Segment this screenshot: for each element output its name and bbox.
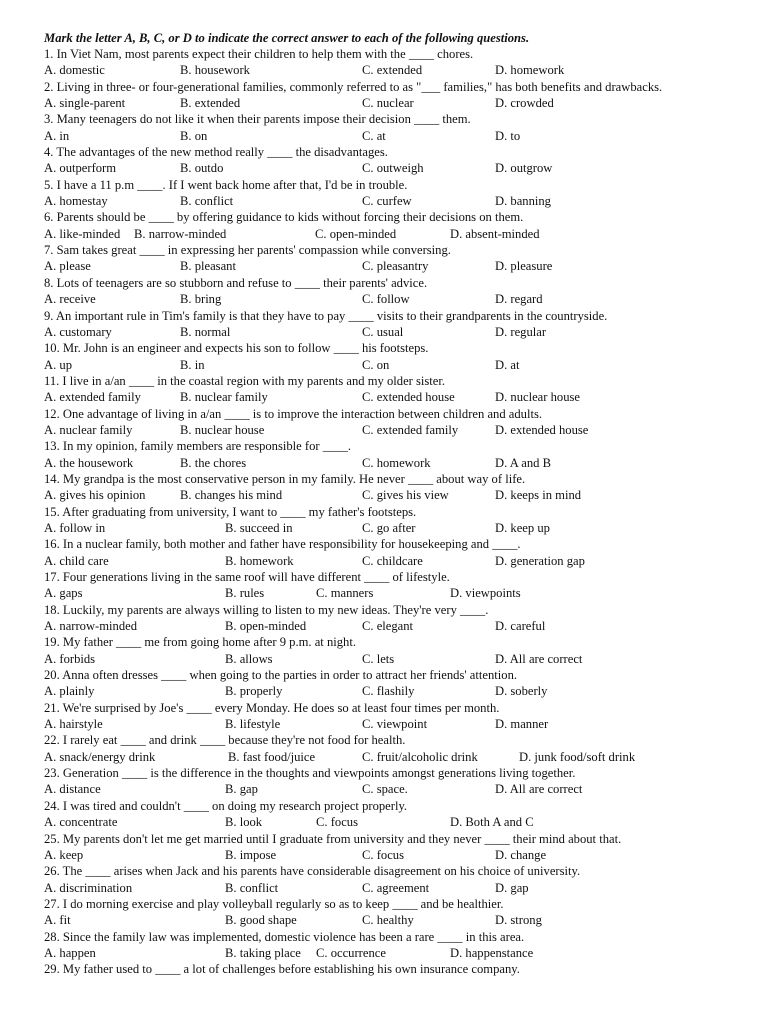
answer-options [44, 62, 734, 78]
option-c[interactable]: C. extended house [362, 390, 455, 405]
option-a[interactable]: A. receive [44, 292, 96, 307]
question-item [44, 831, 734, 864]
question-item [44, 569, 734, 602]
option-b[interactable]: B. extended [180, 96, 241, 111]
answer-options [44, 945, 734, 961]
option-a[interactable]: A. narrow-minded [44, 619, 138, 634]
answer-options [44, 749, 734, 765]
answer-options [44, 455, 734, 471]
option-a[interactable]: A. discrimination [44, 880, 133, 895]
option-d[interactable]: D. soberly [495, 684, 548, 699]
option-a[interactable]: A. keep [44, 847, 84, 862]
answer-options [44, 291, 734, 307]
option-b[interactable]: B. fast food/juice [228, 749, 316, 764]
option-b[interactable]: B. normal [180, 324, 231, 339]
option-c[interactable]: C. at [362, 128, 386, 143]
answer-options [44, 357, 734, 373]
option-a[interactable]: A. up [44, 357, 72, 372]
question-stem: 20. Anna often dresses ____ when going to the parties in order to attract her friends' attention. [44, 668, 518, 683]
option-d[interactable]: D. viewpoints [450, 586, 521, 601]
option-b[interactable]: B. rules [225, 586, 265, 601]
question-item [44, 79, 734, 112]
question-stem: 7. Sam takes great ____ in expressing her parents' compassion while conversing. [44, 243, 451, 258]
option-c[interactable]: C. space. [362, 782, 408, 797]
question-item [44, 602, 734, 635]
answer-options [44, 160, 734, 176]
question-stem: 11. I live in a/an ____ in the coastal region with my parents and my older sister. [44, 373, 446, 388]
option-c[interactable]: C. manners [316, 586, 374, 601]
option-b[interactable]: B. narrow-minded [134, 226, 227, 241]
option-b[interactable]: B. nuclear house [180, 422, 265, 437]
question-item [44, 798, 734, 831]
option-a[interactable]: A. outperform [44, 161, 117, 176]
option-a[interactable]: A. in [44, 128, 70, 143]
question-stem: 13. In my opinion, family members are responsible for ____. [44, 439, 352, 454]
question-item [44, 46, 734, 79]
option-b[interactable]: B. the chores [180, 455, 247, 470]
question-stem: 15. After graduating from university, I want to ____ my father's footsteps. [44, 504, 417, 519]
question-stem: 8. Lots of teenagers are so stubborn and refuse to ____ their parents' advice. [44, 275, 428, 290]
option-d[interactable]: D. banning [495, 194, 551, 209]
option-a[interactable]: A. happen [44, 945, 96, 960]
answer-options [44, 585, 734, 601]
question-item [44, 732, 734, 765]
option-b[interactable]: B. pleasant [180, 259, 236, 274]
question-item [44, 634, 734, 667]
question-stem: 16. In a nuclear family, both mother and father have responsibility for housekeeping and ____. [44, 537, 521, 552]
answer-options [44, 128, 734, 144]
option-a[interactable]: A. gaps [44, 586, 83, 601]
option-d[interactable]: D. absent-minded [450, 226, 540, 241]
question-stem: 6. Parents should be ____ by offering guidance to kids without forcing their decisions on them. [44, 210, 524, 225]
answer-options [44, 258, 734, 274]
option-a[interactable]: A. like-minded [44, 226, 121, 241]
option-c[interactable]: C. open-minded [315, 226, 397, 241]
option-c[interactable]: C. outweigh [362, 161, 424, 176]
question-item [44, 111, 734, 144]
option-a[interactable]: A. homestay [44, 194, 108, 209]
option-d[interactable]: D. generation gap [495, 553, 585, 568]
option-a[interactable]: A. extended family [44, 390, 141, 405]
option-c[interactable]: C. homework [362, 455, 431, 470]
question-item [44, 406, 734, 439]
option-d[interactable]: D. at [495, 357, 520, 372]
option-c[interactable]: C. gives his view [362, 488, 449, 503]
question-item [44, 340, 734, 373]
answer-options [44, 520, 734, 536]
option-c[interactable]: C. curfew [362, 194, 412, 209]
option-c[interactable]: C. extended family [362, 422, 459, 437]
option-d[interactable]: D. All are correct [495, 782, 583, 797]
question-item [44, 667, 734, 700]
answer-options [44, 422, 734, 438]
question-item [44, 863, 734, 896]
option-b[interactable]: B. nuclear family [180, 390, 268, 405]
question-stem: 19. My father ____ me from going home after 9 p.m. at night. [44, 635, 356, 650]
option-d[interactable]: D. A and B [495, 455, 551, 470]
option-a[interactable]: A. plainly [44, 684, 95, 699]
option-a[interactable]: A. gives his opinion [44, 488, 146, 503]
option-d[interactable]: D. keep up [495, 520, 550, 535]
question-item [44, 961, 734, 977]
option-a[interactable]: A. customary [44, 324, 112, 339]
option-c[interactable]: C. usual [362, 324, 404, 339]
option-b[interactable]: B. bring [180, 292, 222, 307]
answer-options [44, 847, 734, 863]
question-stem: 26. The ____ arises when Jack and his parents have considerable disagreement on his choice of university. [44, 864, 581, 879]
option-c[interactable]: C. nuclear [362, 96, 414, 111]
option-d[interactable]: D. pleasure [495, 259, 553, 274]
question-item [44, 438, 734, 471]
option-c[interactable]: C. pleasantry [362, 259, 429, 274]
answer-options [44, 683, 734, 699]
option-d[interactable]: D. happenstance [450, 945, 534, 960]
question-stem: 29. My father used to ____ a lot of challenges before establishing his own insurance company. [44, 962, 520, 977]
answer-options [44, 95, 734, 111]
answer-options [44, 553, 734, 569]
question-stem: 2. Living in three- or four-generational families, commonly referred to as "___ families," has both benefits and drawbacks. [44, 79, 663, 94]
option-b[interactable]: B. in [180, 357, 205, 372]
answer-options [44, 324, 734, 340]
question-item [44, 504, 734, 537]
option-b[interactable]: B. succeed in [225, 520, 293, 535]
option-c[interactable]: C. go after [362, 520, 416, 535]
question-item [44, 177, 734, 210]
option-b[interactable]: B. look [225, 815, 263, 830]
question-stem: 27. I do morning exercise and play volleyball regularly so as to keep ____ and be healthier. [44, 896, 504, 911]
question-stem: 18. Luckily, my parents are always willing to listen to my new ideas. They're very ____. [44, 602, 489, 617]
option-c[interactable]: C. lets [362, 651, 395, 666]
option-d[interactable]: D. to [495, 128, 521, 143]
question-stem: 4. The advantages of the new method really ____ the disadvantages. [44, 145, 388, 160]
question-item [44, 896, 734, 929]
option-b[interactable]: B. changes his mind [180, 488, 283, 503]
answer-options [44, 226, 734, 242]
option-c[interactable]: C. focus [362, 847, 404, 862]
question-item [44, 209, 734, 242]
question-stem: 21. We're surprised by Joe's ____ every Monday. He does so at least four times per month. [44, 700, 500, 715]
option-c[interactable]: C. on [362, 357, 390, 372]
question-item [44, 144, 734, 177]
option-d[interactable]: D. strong [495, 913, 542, 928]
option-c[interactable]: C. flashily [362, 684, 415, 699]
option-b[interactable]: B. open-minded [225, 619, 307, 634]
option-d[interactable]: D. careful [495, 619, 546, 634]
option-b[interactable]: B. allows [225, 651, 273, 666]
question-stem: 10. Mr. John is an engineer and expects his son to follow ____ his footsteps. [44, 341, 429, 356]
question-stem: 1. In Viet Nam, most parents expect their children to help them with the ____ chores. [44, 47, 474, 61]
question-item [44, 471, 734, 504]
answer-options [44, 781, 734, 797]
option-b[interactable]: B. conflict [180, 194, 234, 209]
question-list [44, 46, 734, 978]
option-c[interactable]: C. focus [316, 815, 358, 830]
question-stem: 3. Many teenagers do not like it when their parents impose their decision ____ them. [44, 112, 471, 127]
option-d[interactable]: D. change [495, 847, 547, 862]
answer-options [44, 618, 734, 634]
option-d[interactable]: D. homework [495, 63, 565, 78]
option-b[interactable]: B. homework [225, 553, 294, 568]
option-d[interactable]: D. outgrow [495, 161, 553, 176]
option-d[interactable]: D. Both A and C [450, 815, 534, 830]
option-b[interactable]: B. gap [225, 782, 258, 797]
option-a[interactable]: A. forbids [44, 651, 96, 666]
option-d[interactable]: D. All are correct [495, 651, 583, 666]
option-b[interactable]: B. outdo [180, 161, 224, 176]
option-a[interactable]: A. please [44, 259, 91, 274]
question-item [44, 536, 734, 569]
option-b[interactable]: B. conflict [225, 880, 279, 895]
question-item [44, 275, 734, 308]
option-c[interactable]: C. agreement [362, 880, 430, 895]
answer-options [44, 716, 734, 732]
answer-options [44, 880, 734, 896]
question-stem: 5. I have a 11 p.m ____. If I went back home after that, I'd be in trouble. [44, 177, 408, 192]
question-item [44, 308, 734, 341]
option-b[interactable]: B. impose [225, 847, 277, 862]
option-a[interactable]: A. hairstyle [44, 717, 103, 732]
option-d[interactable]: D. crowded [495, 96, 554, 111]
option-c[interactable]: C. childcare [362, 553, 423, 568]
question-item [44, 242, 734, 275]
option-d[interactable]: D. keeps in mind [495, 488, 582, 503]
question-stem: 12. One advantage of living in a/an ____ is to improve the interaction between children and adults. [44, 406, 543, 421]
question-stem: 14. My grandpa is the most conservative person in my family. He never ____ about way of life. [44, 471, 526, 486]
option-b[interactable]: B. taking place [225, 945, 301, 960]
option-a[interactable]: A. concentrate [44, 815, 118, 830]
option-a[interactable]: A. distance [44, 782, 101, 797]
question-stem: 25. My parents don't let me get married until I graduate from university and they never ____ their mind about that. [44, 831, 622, 846]
option-c[interactable]: C. healthy [362, 913, 414, 928]
option-b[interactable]: B. on [180, 128, 208, 143]
answer-options [44, 912, 734, 928]
question-stem: 24. I was tired and couldn't ____ on doing my research project properly. [44, 798, 408, 813]
question-item [44, 373, 734, 406]
question-item [44, 929, 734, 962]
option-c[interactable]: C. fruit/alcoholic drink [362, 749, 478, 764]
answer-options [44, 193, 734, 209]
option-d[interactable]: D. regular [495, 324, 547, 339]
question-stem: 17. Four generations living in the same roof will have different ____ of lifestyle. [44, 570, 450, 584]
option-b[interactable]: B. lifestyle [225, 717, 281, 732]
answer-options [44, 814, 734, 830]
option-a[interactable]: A. domestic [44, 63, 105, 78]
option-d[interactable]: D. gap [495, 880, 529, 895]
option-c[interactable]: C. extended [362, 63, 423, 78]
option-c[interactable]: C. follow [362, 292, 410, 307]
question-stem: 23. Generation ____ is the difference in the thoughts and viewpoints amongst generations living together. [44, 766, 576, 781]
option-a[interactable]: A. fit [44, 913, 71, 928]
option-a[interactable]: A. snack/energy drink [44, 749, 156, 764]
answer-options [44, 487, 734, 503]
option-a[interactable]: A. nuclear family [44, 422, 133, 437]
option-a[interactable]: A. the housework [44, 455, 134, 470]
answer-options [44, 389, 734, 405]
question-item [44, 765, 734, 798]
option-c[interactable]: C. elegant [362, 619, 414, 634]
question-stem: 28. Since the family law was implemented, domestic violence has been a rare ____ in this area. [44, 929, 525, 944]
option-a[interactable]: A. single-parent [44, 96, 126, 111]
option-d[interactable]: D. manner [495, 717, 549, 732]
option-d[interactable]: D. extended house [495, 422, 589, 437]
question-stem: 22. I rarely eat ____ and drink ____ because they're not food for health. [44, 733, 406, 748]
option-d[interactable]: D. regard [495, 292, 543, 307]
answer-options [44, 651, 734, 667]
option-a[interactable]: A. child care [44, 553, 109, 568]
option-b[interactable]: B. properly [225, 684, 283, 699]
option-c[interactable]: C. occurrence [316, 945, 386, 960]
question-item [44, 700, 734, 733]
question-stem: 9. An important rule in Tim's family is that they have to pay ____ visits to their grandparents in the countryside. [44, 308, 608, 323]
instructions-heading: Mark the letter A, B, C, or D to indicate the correct answer to each of the following questions. [44, 31, 530, 45]
option-b[interactable]: B. housework [180, 63, 250, 78]
option-a[interactable]: A. follow in [44, 520, 106, 535]
option-b[interactable]: B. good shape [225, 913, 297, 928]
option-c[interactable]: C. viewpoint [362, 717, 428, 732]
option-d[interactable]: D. junk food/soft drink [519, 749, 636, 764]
worksheet-page [44, 30, 734, 978]
option-d[interactable]: D. nuclear house [495, 390, 580, 405]
